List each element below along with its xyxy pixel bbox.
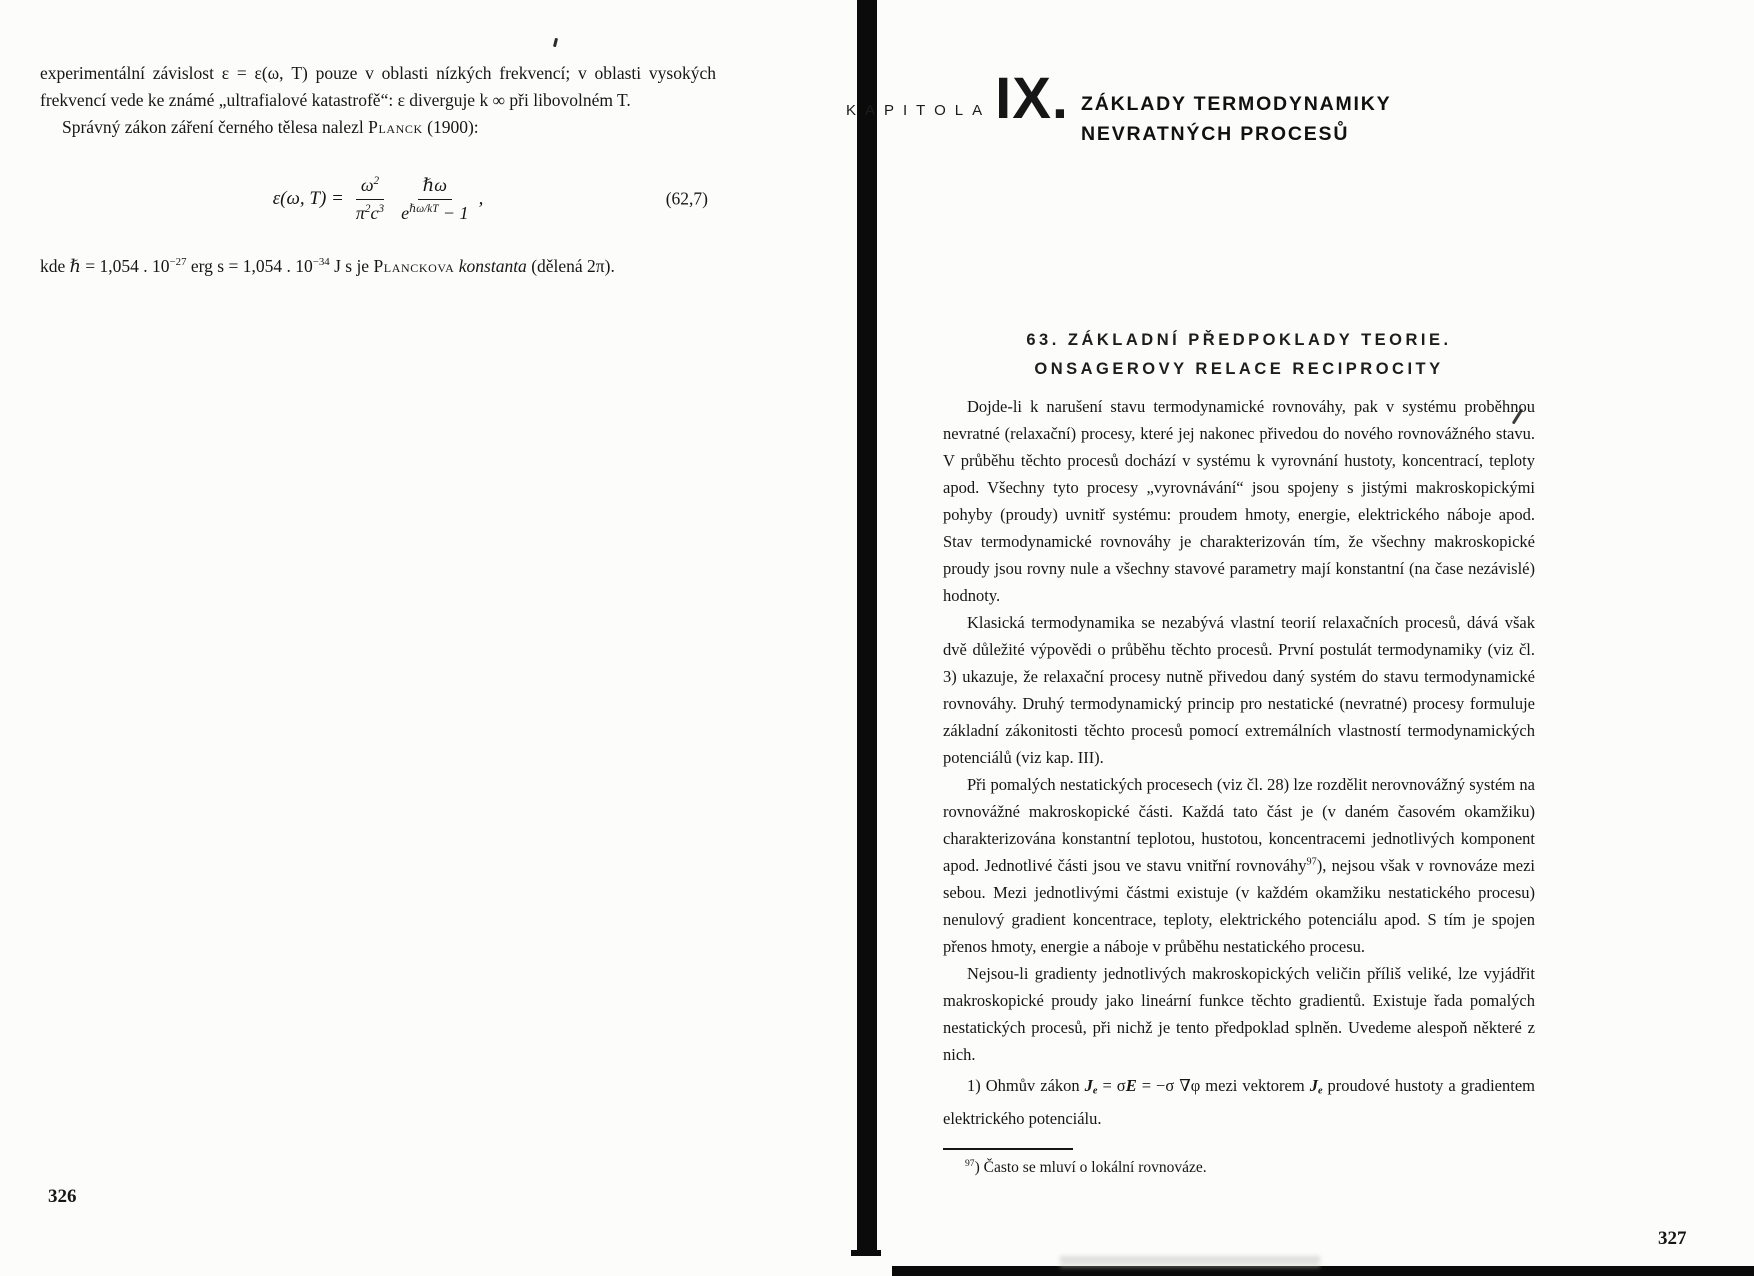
text-run: ), nejsou však v rovnováze mezi sebou. Mezi jednotlivými částmi existuje (v každém okamžiku nestatického procesu) nenulový gradient koncentrace, teploty, elektrického potenciálu apod. S tím je spojen přenos hmoty, energie a náboje v průběhu nestatického procesu.: [943, 856, 1535, 956]
exponent: 3: [378, 202, 385, 215]
text-run: 1) Ohmův zákon: [967, 1076, 1085, 1095]
footnote-text: [943, 1159, 1535, 1177]
planck-intro-paragraph: [40, 114, 716, 141]
current-density-symbol: J: [1084, 1076, 1093, 1095]
body-paragraph-equilibrium: Dojde-li k narušení stavu termodynamické rovnováhy, pak v systému proběhnou nevratné (relaxační) procesy, které jej nakonec přivedou do nového rovnovážného stavu. V průběhu těchto procesů dochází v systému k vyrovnání hustoty, koncentrací, teploty apod. Všechny tyto procesy „vyrovnávání“ jsou spojeny s jistými makroskopickými pohyby (proudy) uvnitř systému: proudem hmoty, energie, elektrického náboje apod. Stav termodynamické rovnováhy je charakterizován tím, že všechny makroskopické proudy jsou rovny nule a všechny stavové parametry mají konstantní (na čase nezávislé) hodnoty.: [943, 397, 1535, 605]
exponent: −27: [169, 256, 187, 269]
planck-constant-paragraph: [40, 253, 716, 280]
equation-number: (62,7): [665, 188, 708, 209]
scan-edge-strip: [892, 1266, 1754, 1276]
exponent: 2: [373, 174, 380, 187]
kapitola-label: KAPITOLA: [846, 102, 992, 119]
footnote-reference: 97: [1306, 856, 1317, 868]
book-spine-foot: [851, 1250, 881, 1256]
text-run: erg s = 1,054 . 10: [186, 256, 313, 276]
chapter-title-line2: NEVRATNÝCH PROCESŮ: [1081, 123, 1350, 145]
section-heading-line2: ONSAGEROVY RELACE RECIPROCITY: [1034, 360, 1444, 378]
planck-name: Planck: [368, 117, 423, 137]
subscript: e: [1317, 1085, 1323, 1097]
text-run: ω: [360, 174, 374, 195]
scan-smudge: [1060, 1256, 1320, 1268]
fraction-omega: [351, 175, 389, 224]
text-run: Správný zákon záření černého tělesa nalezl: [62, 117, 369, 137]
body-paragraph-quasistatic: [943, 771, 1535, 960]
equation-lhs: ε(ω, T) =: [272, 188, 344, 209]
subscript: e: [1092, 1085, 1098, 1097]
footnote-marker: 97: [965, 1157, 975, 1169]
exponent: 2: [364, 202, 371, 215]
text-run: ) Často se mluví o lokální rovnováze.: [974, 1159, 1207, 1176]
book-spine-bar: [857, 0, 877, 1250]
text-run: (dělená 2π).: [526, 256, 615, 276]
equation-comma: ,: [478, 188, 484, 209]
page-number-right: 327: [1658, 1228, 1687, 1249]
page-number-left: 326: [48, 1186, 77, 1207]
section-heading: [943, 326, 1535, 384]
body-paragraph-classical: Klasická termodynamika se nezabývá vlastní teorií relaxačních procesů, dává však dvě důležité výpovědi o průběhu těchto procesů. První postulát termodynamiky (viz čl. 3) ukazuje, že relaxační procesy nutně přivedou daný systém do stavu termodynamické rovnováhy. Druhý termodynamický princip pro nestatické (nevratné) procesy formuluje základní zákonitosti těchto procesů pomocí extremálních vlastností termodynamických potenciálů (viz kap. III).: [943, 613, 1535, 767]
fraction-numerator: [356, 175, 384, 200]
text-run: kde ℏ = 1,054 . 10: [40, 256, 170, 276]
text-run: proudové hustoty a gradientem elektrického potenciálu.: [943, 1076, 1535, 1128]
planck-radiation-equation: [273, 175, 484, 224]
scan-speck: [553, 38, 558, 47]
fraction-denominator: [396, 200, 473, 224]
planck-name: Planckova: [373, 256, 455, 276]
exponent: ℏω/kT: [409, 202, 439, 215]
text-run: π: [355, 202, 365, 223]
fraction-denominator: [351, 200, 389, 224]
footnote-block: [943, 1148, 1535, 1177]
text-run: J s je: [329, 256, 374, 276]
fraction-numerator: [418, 175, 452, 200]
chapter-number: IX.: [995, 66, 1070, 131]
text-run: ℏω: [422, 174, 447, 195]
chapter-title-line1: ZÁKLADY TERMODYNAMIKY: [1081, 93, 1392, 115]
planck-equation-block: [40, 167, 716, 231]
text-run: − 1: [438, 202, 469, 223]
electric-field-symbol: E: [1125, 1076, 1137, 1095]
text-run: e: [401, 202, 410, 223]
continuation-paragraph: experimentální závislost ε = ε(ω, T) pouze v oblasti nízkých frekvencí; v oblasti vysokých frekvencí vede ke známé „ultrafialové katastrofě“: ε diverguje k ∞ při libovolném T.: [40, 63, 716, 110]
chapter-title: [1081, 89, 1391, 149]
text-run: (1900):: [422, 117, 479, 137]
text-run: c: [370, 202, 379, 223]
current-density-symbol: J: [1309, 1076, 1318, 1095]
right-page: [943, 326, 1535, 1132]
footnote-rule: [943, 1148, 1073, 1150]
text-run: Při pomalých nestatických procesech (viz čl. 28) lze rozdělit nerovnovážný systém na rovnovážné makroskopické části. Každá tato část je (v daném časovém okamžiku) charakterizována konstantní teplotou, hustotou, koncentracemi jednotlivých komponent apod. Jednotlivé části jsou ve stavu vnitřní rovnováhy: [943, 775, 1535, 875]
section-heading-line1: 63. ZÁKLADNÍ PŘEDPOKLADY TEORIE.: [1026, 331, 1452, 349]
chapter-header: [846, 64, 1546, 149]
text-run: = −σ ∇φ mezi vektorem: [1136, 1076, 1310, 1095]
emphasized-word: konstanta: [458, 256, 527, 276]
exponent: −34: [312, 256, 330, 269]
fraction-planck: [396, 175, 473, 224]
left-page: [40, 60, 716, 280]
text-run: = σ: [1097, 1076, 1126, 1095]
body-paragraph-gradients: Nejsou-li gradienty jednotlivých makroskopických veličin příliš veliké, lze vyjádřit makroskopické proudy jako lineární funkce těchto gradientů. Existuje řada pomalých nestatických procesů, při nichž je tento předpoklad splněn. Uvedeme alespoň některé z nich.: [943, 964, 1535, 1064]
ohm-law-item: [943, 1072, 1535, 1132]
